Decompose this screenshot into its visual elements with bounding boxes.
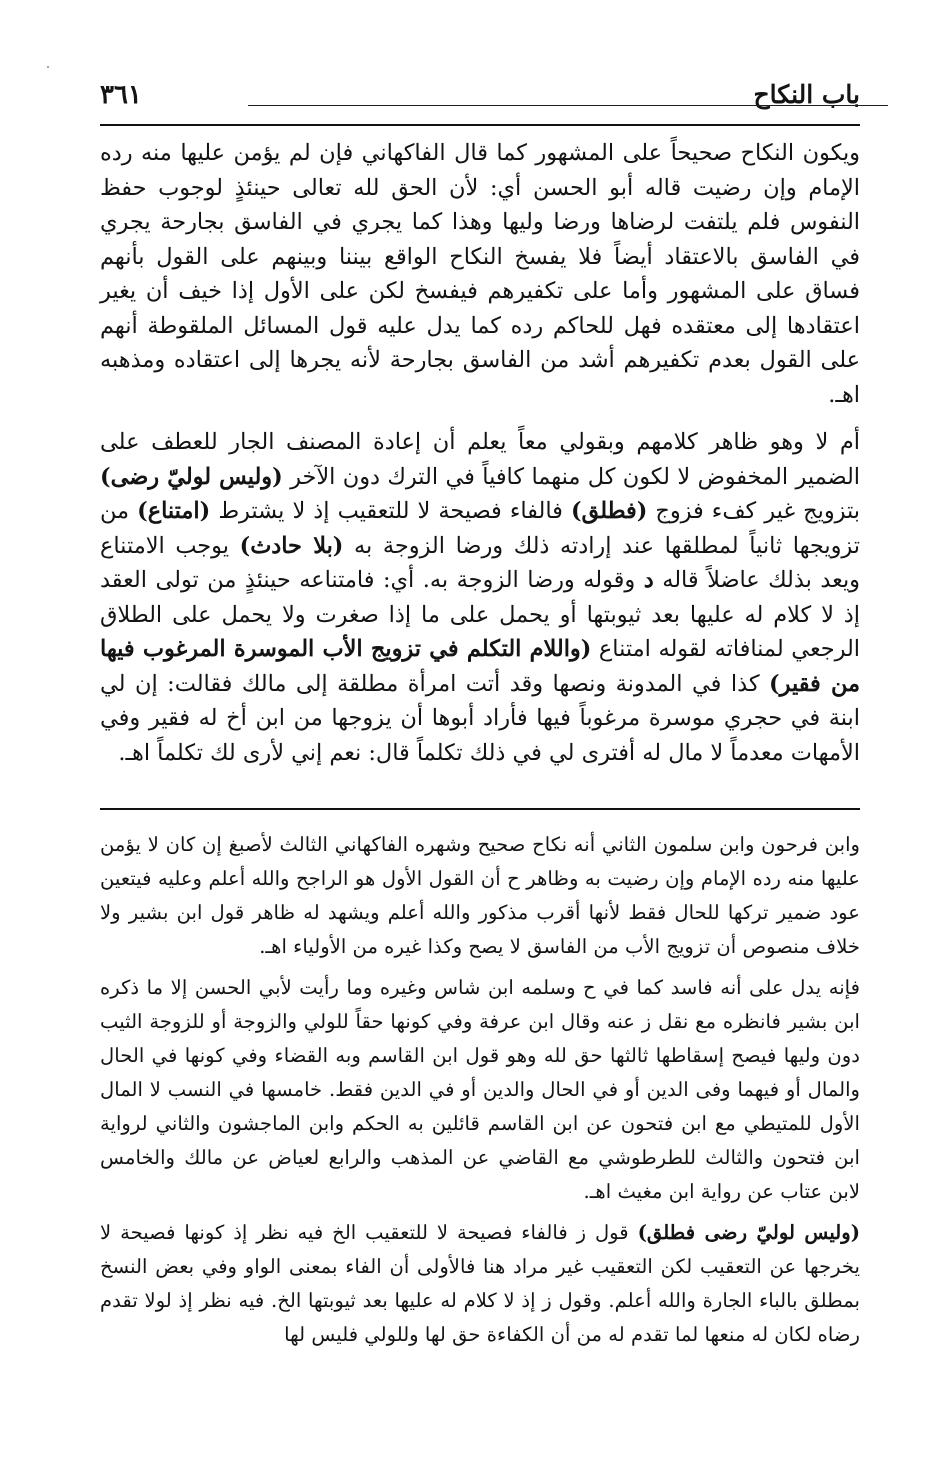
- text-run: قول ز فالفاء فصيحة لا للتعقيب الخ فيه نظر إذ كونها فصيحة لا يخرجها عن التعقيب لكن التعقيب غير مراد هنا فالأولى أن الفاء بمعنى الواو وفي بعض النسخ بمطلق بالباء الجارة والله أعلم. وقول ز إذ لا كلام له عليها بعد ثيوبتها الخ. فيه نظر إذ لولا تقدم رضاه لكان له منعها لما تقدم له من أن الكفاءة حق لها وللولي فليس لها: [100, 1221, 860, 1346]
- text-run: فالفاء فصيحة لا للتعقيب إذ لا يشترط: [210, 498, 571, 524]
- matn-quote: (امتناع): [137, 498, 211, 524]
- text-run: وقوله ورضا الزوجة به. أي: فامتناعه حينئذٍ من تولى العقد إذ لا كلام له عليها بعد ثيوبتها أو يحمل على ما إذا صغرت ولا يحمل على الطلاق الرجعي لمنافاته لقوله امتناع: [100, 567, 860, 662]
- page-header: [100, 78, 860, 118]
- matn-quote: (بلا حادث): [239, 532, 344, 559]
- source-abbreviation: د: [643, 567, 654, 593]
- text-run: يوجب الامتناع ويعد بذلك عاضلاً قاله: [100, 532, 860, 593]
- matn-quote: (وليس لوليّ رضى): [100, 463, 283, 490]
- footnote-paragraph-1: وابن فرحون وابن سلمون الثاني أنه نكاح صحيح وشهره الفاكهاني الثالث لأصبغ إن كان لا يؤمن عليها منه رده الإمام وإن رضيت به وظاهر ح أن القول الأول هو الراجح والله أعلم وعليه فيتعين عود ضمير تركها للحال فقط لأنها أقرب مذكور والله أعلم ويشهد له ظاهر قول ابن بشير ولا خلاف منصوص أن تزويج الأب من الفاسق لا يصح وكذا غيره من الأولياء اهـ.: [100, 833, 860, 958]
- footnote-paragraph-3: [100, 1216, 860, 1352]
- matn-quote: (وليس لوليّ رضى فطلق): [637, 1221, 861, 1244]
- footnotes: [100, 828, 860, 1352]
- main-paragraph-1: ويكون النكاح صحيحاً على المشهور كما قال الفاكهاني فإن لم يؤمن عليها منه رده الإمام وإن رضيت قاله أبو الحسن أي: لأن الحق لله تعالى حينئذٍ لوجوب حفظ النفوس فلم يلتفت لرضاها ورضا وليها وهذا كما يجري في الفاسق بجارحة يجري في الفاسق بالاعتقاد أيضاً فلا يفسخ النكاح الواقع بيننا وبينهم على القول بأنهم فساق على المشهور وأما على تكفيرهم فيفسخ لكن على الأول إذا خيف أن يغير اعتقادها إلى معتقده فهل للحاكم رده كما يدل عليه قول المسائل الملقوطة أنهم على القول بعدم تكفيرهم أشد من الفاسق بجارحة لأنه يجرها إلى اعتقاده ومذهبه اهـ.: [100, 140, 860, 408]
- chapter-title: باب النكاح: [753, 80, 860, 109]
- matn-quote: (فطلق): [570, 498, 648, 524]
- margin-speck: [47, 66, 49, 68]
- page-number: ٣٦١: [100, 80, 142, 110]
- matn-quote: (واللام التكلم في تزويج الأب الموسرة المرغوب فيها من فقير): [100, 636, 860, 697]
- text-run: كذا في المدونة ونصها وقد أتت امرأة مطلقة إلى مالك فقالت: إن لي ابنة في حجري موسرة مرغوباً فيها فأراد أبوها أن يزوجها من ابن أخ له فقير وفي الأمهات معدماً لا مال له أفترى لي في ذلك تكلماً قال: نعم إني لأرى لك تكلماً اهـ.: [100, 670, 860, 766]
- text-run: بتزويج غير كفء فزوج: [647, 498, 861, 524]
- text-run: أم لا وهو ظاهر كلامهم وبقولي معاً يعلم أن إعادة المصنف الجار للعطف على الضمير المخفوض لا لكون كل منهما كافياً في الترك دون الآخر: [100, 429, 860, 490]
- main-text: [100, 136, 860, 770]
- footnote-paragraph-2: فإنه يدل على أنه فاسد كما في ح وسلمه ابن شاس وغيره وما رأيت لأبي الحسن إلا ما ذكره ابن بشير فانظره مع نقل ز عنه وقال ابن عرفة وفي كونها حقاً للولي والزوجة أو للزوجة الثيب دون وليها فيصح إسقاطها ثالثها حق لله وهو قول ابن القاسم وبه القضاء وفي كونها في الحال والمال أو فيهما وفى الدين أو في الحال والدين أو في الدين فقط. خامسها في النسب لا المال الأول للمتيطي مع ابن فتحون عن ابن القاسم قائلين به الحكم وابن الماجشون والثاني لرواية ابن فتحون والثالث للطرطوشي مع القاضي عن المذهب والرابع لعياض عن مالك والخامس لابن عتاب عن رواية ابن مغيث اهـ.: [100, 976, 860, 1203]
- footnote-divider: [100, 808, 860, 810]
- header-title-rule: [248, 105, 888, 106]
- main-paragraph-2: [100, 425, 860, 770]
- text-run: من تزويجها ثانياً لمطلقها عند إرادته ذلك ورضا الزوجة به: [100, 498, 860, 559]
- header-divider: [100, 124, 860, 126]
